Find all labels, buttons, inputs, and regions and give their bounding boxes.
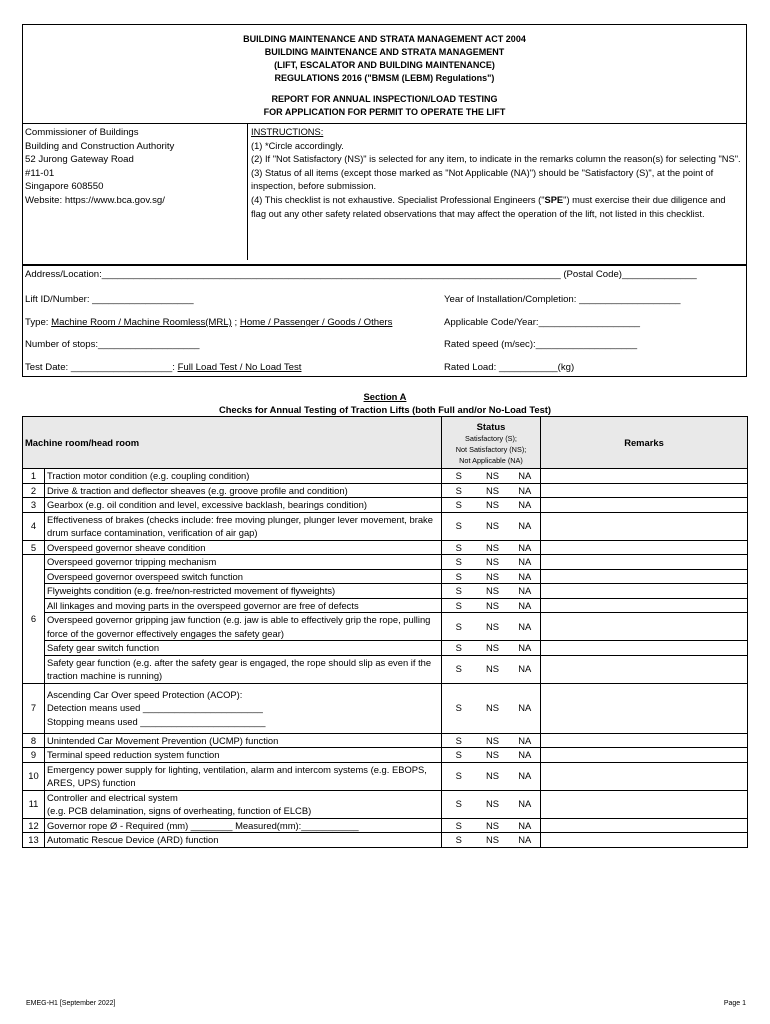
status-ns[interactable]: NS xyxy=(476,469,510,484)
table-row xyxy=(23,613,748,641)
status-na[interactable]: NA xyxy=(510,613,541,641)
status-na[interactable]: NA xyxy=(510,641,541,656)
status-s[interactable]: S xyxy=(442,748,476,763)
row-description: Flyweights condition (e.g. free/non-restricted movement of flyweights) xyxy=(45,584,442,599)
status-s[interactable]: S xyxy=(442,655,476,683)
remarks-cell[interactable] xyxy=(541,569,748,584)
remarks-cell[interactable] xyxy=(541,483,748,498)
address-line: Singapore 608550 xyxy=(25,181,104,193)
header-line-4: REGULATIONS 2016 ("BMSM (LEBM) Regulations") xyxy=(274,73,495,83)
header-line-3: (LIFT, ESCALATOR AND BUILDING MAINTENANCE) xyxy=(274,60,495,70)
status-ns[interactable]: NS xyxy=(476,512,510,540)
status-ns[interactable]: NS xyxy=(476,613,510,641)
status-ns[interactable]: NS xyxy=(476,790,510,818)
remarks-cell[interactable] xyxy=(541,498,748,513)
status-na[interactable]: NA xyxy=(510,569,541,584)
instructions xyxy=(248,124,746,260)
remarks-cell[interactable] xyxy=(541,512,748,540)
status-s[interactable]: S xyxy=(442,512,476,540)
status-s[interactable]: S xyxy=(442,818,476,833)
status-ns[interactable]: NS xyxy=(476,641,510,656)
status-s[interactable]: S xyxy=(442,641,476,656)
status-s[interactable]: S xyxy=(442,613,476,641)
table-row xyxy=(23,641,748,656)
acop-line: Ascending Car Over speed Protection (ACOP): xyxy=(47,688,243,700)
checklist-table xyxy=(22,416,748,848)
status-ns[interactable]: NS xyxy=(476,683,510,733)
status-ns[interactable]: NS xyxy=(476,598,510,613)
status-na[interactable]: NA xyxy=(510,655,541,683)
table-row xyxy=(23,818,748,833)
status-na[interactable]: NA xyxy=(510,733,541,748)
status-s[interactable]: S xyxy=(442,790,476,818)
instruction-item: (3) Status of all items (except those marked as "Not Applicable (NA)") should be "Satisfactory (S)", at the point of inspection, before submission. xyxy=(251,167,714,192)
section-title: Section A xyxy=(363,391,407,402)
row-number: 10 xyxy=(23,762,45,790)
row-description: Unintended Car Movement Prevention (UCMP) function xyxy=(45,733,442,748)
commissioner-address xyxy=(23,124,248,260)
remarks-cell[interactable] xyxy=(541,762,748,790)
type-field[interactable]: Type: Machine Room / Machine Roomless(MRL) ; Home / Passenger / Goods / Others xyxy=(25,317,393,328)
form-header xyxy=(23,25,746,123)
row-description: Safety gear function (e.g. after the safety gear is engaged, the rope should slip as even if the traction machine is running) xyxy=(45,655,442,683)
table-row xyxy=(23,762,748,790)
status-na[interactable]: NA xyxy=(510,498,541,513)
row-description xyxy=(45,683,442,733)
status-ns[interactable]: NS xyxy=(476,833,510,848)
table-row xyxy=(23,584,748,599)
status-s[interactable]: S xyxy=(442,598,476,613)
status-s[interactable]: S xyxy=(442,833,476,848)
table-row xyxy=(23,748,748,763)
remarks-cell[interactable] xyxy=(541,833,748,848)
status-na[interactable]: NA xyxy=(510,469,541,484)
header-line-2: BUILDING MAINTENANCE AND STRATA MANAGEMENT xyxy=(264,47,505,57)
instruction-item: (2) If "Not Satisfactory (NS)" is selected for any item, to indicate in the remarks column the reason(s) for selecting "NS". xyxy=(251,154,741,165)
address-line: #11-01 xyxy=(25,167,55,179)
report-title-2: FOR APPLICATION FOR PERMIT TO OPERATE THE LIFT xyxy=(263,107,506,117)
row-description: Overspeed governor tripping mechanism xyxy=(45,555,442,570)
header-line-1: BUILDING MAINTENANCE AND STRATA MANAGEMENT ACT 2004 xyxy=(243,34,526,44)
remarks-cell[interactable] xyxy=(541,540,748,555)
remarks-cell[interactable] xyxy=(541,469,748,484)
footer-page-number: Page 1 xyxy=(723,1000,746,1007)
remarks-cell[interactable] xyxy=(541,818,748,833)
row-number: 4 xyxy=(23,512,45,540)
status-na[interactable]: NA xyxy=(510,818,541,833)
status-s[interactable]: S xyxy=(442,584,476,599)
status-ns[interactable]: NS xyxy=(476,555,510,570)
status-ns[interactable]: NS xyxy=(476,483,510,498)
status-na[interactable]: NA xyxy=(510,833,541,848)
remarks-cell[interactable] xyxy=(541,655,748,683)
address-line: Commissioner of Buildings xyxy=(25,127,139,138)
header-frame xyxy=(22,24,747,265)
info-grid xyxy=(23,123,746,260)
remarks-cell[interactable] xyxy=(541,584,748,599)
report-title-1: REPORT FOR ANNUAL INSPECTION/LOAD TESTING xyxy=(271,94,498,104)
row-number: 6 xyxy=(23,555,45,684)
status-s[interactable]: S xyxy=(442,733,476,748)
row-description: Safety gear switch function xyxy=(45,641,442,656)
remarks-cell[interactable] xyxy=(541,733,748,748)
row-number: 3 xyxy=(23,498,45,513)
status-s[interactable]: S xyxy=(442,540,476,555)
remarks-header: Remarks xyxy=(541,417,748,469)
table-row xyxy=(23,790,748,818)
remarks-cell[interactable] xyxy=(541,555,748,570)
row-description xyxy=(45,790,442,818)
table-row xyxy=(23,833,748,848)
status-ns[interactable]: NS xyxy=(476,655,510,683)
row-number: 12 xyxy=(23,818,45,833)
address-line: 52 Jurong Gateway Road xyxy=(25,154,134,166)
instruction-item: (1) *Circle accordingly. xyxy=(251,140,344,151)
table-row xyxy=(23,469,748,484)
table-row xyxy=(23,483,748,498)
status-na[interactable]: NA xyxy=(510,598,541,613)
footer-form-code: EMEG-H1 [September 2022] xyxy=(26,1000,116,1007)
table-row xyxy=(23,569,748,584)
stops-field[interactable]: Number of stops:___________________ xyxy=(25,339,200,350)
row-description: All linkages and moving parts in the overspeed governor are free of defects xyxy=(45,598,442,613)
status-ns[interactable]: NS xyxy=(476,498,510,513)
table-row xyxy=(23,655,748,683)
status-ns[interactable]: NS xyxy=(476,540,510,555)
acop-line: Stopping means used ________________________ xyxy=(47,715,266,727)
lift-id-field[interactable]: Lift ID/Number: ___________________ xyxy=(25,294,194,305)
remarks-cell[interactable] xyxy=(541,613,748,641)
status-na[interactable]: NA xyxy=(510,790,541,818)
lift-details-fields xyxy=(22,265,747,377)
applicable-code-field[interactable]: Applicable Code/Year:___________________ xyxy=(444,317,640,328)
address-field[interactable]: Address/Location:______________________________________________________________________________________ (Postal Code)______________ xyxy=(25,269,697,280)
status-na[interactable]: NA xyxy=(510,540,541,555)
row-number: 9 xyxy=(23,748,45,763)
controller-line: (e.g. PCB delamination, signs of overheating, function of ELCB) xyxy=(47,805,312,816)
row-number: 11 xyxy=(23,790,45,818)
status-ns[interactable]: NS xyxy=(476,748,510,763)
status-na[interactable]: NA xyxy=(510,555,541,570)
status-s[interactable]: S xyxy=(442,483,476,498)
status-s[interactable]: S xyxy=(442,569,476,584)
table-row xyxy=(23,733,748,748)
test-date-field[interactable]: Test Date: ___________________: Full Load Test / No Load Test xyxy=(25,362,302,373)
acop-line: Detection means used _______________________ xyxy=(47,702,263,714)
status-s[interactable]: S xyxy=(442,498,476,513)
table-row xyxy=(23,598,748,613)
remarks-cell[interactable] xyxy=(541,748,748,763)
table-row xyxy=(23,498,748,513)
instructions-title: INSTRUCTIONS: xyxy=(251,127,324,137)
address-line: Website: https://www.bca.gov.sg/ xyxy=(25,194,165,206)
row-description: Drive & traction and deflector sheaves (e.g. groove profile and condition) xyxy=(45,483,442,498)
status-s[interactable]: S xyxy=(442,762,476,790)
status-ns[interactable]: NS xyxy=(476,818,510,833)
status-na[interactable]: NA xyxy=(510,483,541,498)
row-description: Governor rope Ø - Required (mm) ________ Measured(mm):___________ xyxy=(45,818,442,833)
status-na[interactable]: NA xyxy=(510,512,541,540)
machine-room-header: Machine room/head room xyxy=(23,417,442,469)
row-description: Gearbox (e.g. oil condition and level, excessive backlash, bearings condition) xyxy=(45,498,442,513)
address-line: Building and Construction Authority xyxy=(25,140,175,152)
status-na[interactable]: NA xyxy=(510,762,541,790)
instruction-item-4: (4) This checklist is not exhaustive. Specialist Professional Engineers ("SPE") must exercise their due diligence and flag out any other safety related observations that may affect the operation of the lift, not listed in this checklist. xyxy=(251,194,726,219)
table-row xyxy=(23,555,748,570)
status-s[interactable]: S xyxy=(442,555,476,570)
status-ns[interactable]: NS xyxy=(476,569,510,584)
remarks-cell[interactable] xyxy=(541,598,748,613)
status-ns[interactable]: NS xyxy=(476,584,510,599)
row-description: Overspeed governor gripping jaw function (e.g. jaw is able to effectively grip the rope, pulling force of the governor effectively engages the safety gear) xyxy=(45,613,442,641)
section-subtitle: Checks for Annual Testing of Traction Lifts (both Full and/or No-Load Test) xyxy=(218,404,552,415)
row-description: Emergency power supply for lighting, ventilation, alarm and intercom systems (e.g. EBOPS, ARES, UPS) function xyxy=(45,762,442,790)
table-row xyxy=(23,512,748,540)
row-number: 13 xyxy=(23,833,45,848)
table-row xyxy=(23,540,748,555)
status-na[interactable]: NA xyxy=(510,584,541,599)
year-field[interactable]: Year of Installation/Completion: ___________________ xyxy=(444,294,681,305)
row-number: 5 xyxy=(23,540,45,555)
status-s[interactable]: S xyxy=(442,469,476,484)
controller-line: Controller and electrical system xyxy=(47,791,178,803)
row-number: 7 xyxy=(23,683,45,733)
row-description: Overspeed governor overspeed switch function xyxy=(45,569,442,584)
status-ns[interactable]: NS xyxy=(476,733,510,748)
row-number: 1 xyxy=(23,469,45,484)
status-header: Status Satisfactory (S); Not Satisfactory (NS); Not Applicable (NA) xyxy=(442,417,541,469)
rated-load-field[interactable]: Rated Load: ___________(kg) xyxy=(444,362,575,373)
rated-speed-field[interactable]: Rated speed (m/sec):___________________ xyxy=(444,339,638,350)
status-na[interactable]: NA xyxy=(510,683,541,733)
row-description: Overspeed governor sheave condition xyxy=(45,540,442,555)
table-header-row xyxy=(23,417,748,469)
row-description: Effectiveness of brakes (checks include: free moving plunger, plunger lever movement, brake drum surface contamination, verification of air gap) xyxy=(45,512,442,540)
status-ns[interactable]: NS xyxy=(476,762,510,790)
status-na[interactable]: NA xyxy=(510,748,541,763)
row-description: Automatic Rescue Device (ARD) function xyxy=(45,833,442,848)
status-s[interactable]: S xyxy=(442,683,476,733)
remarks-cell[interactable] xyxy=(541,641,748,656)
remarks-cell[interactable] xyxy=(541,683,748,733)
row-number: 2 xyxy=(23,483,45,498)
row-description: Traction motor condition (e.g. coupling condition) xyxy=(45,469,442,484)
row-description: Terminal speed reduction system function xyxy=(45,748,442,763)
remarks-cell[interactable] xyxy=(541,790,748,818)
table-row xyxy=(23,683,748,733)
row-number: 8 xyxy=(23,733,45,748)
